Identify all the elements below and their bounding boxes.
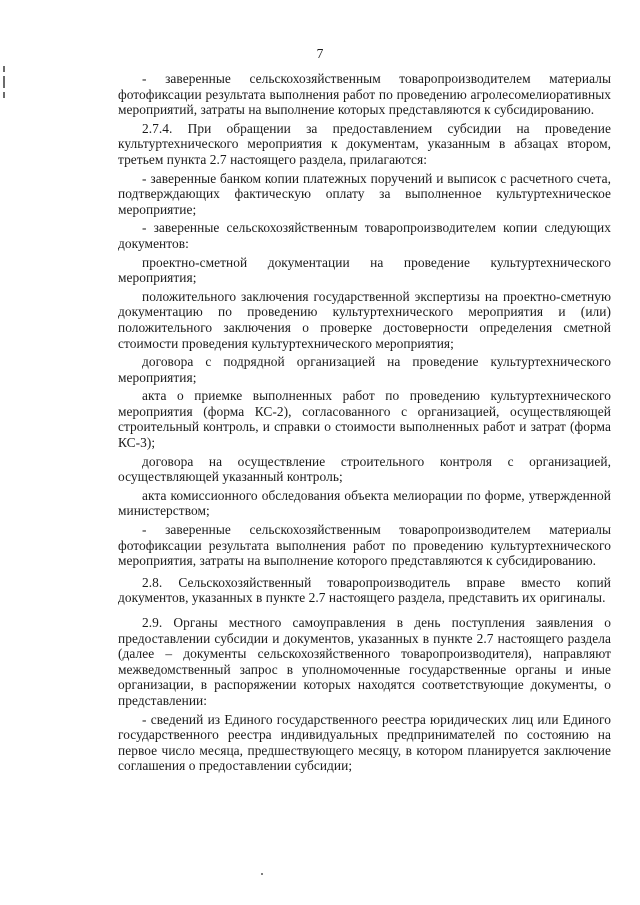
paragraph: договора на осуществление строительного контроля с организацией, осуществляющей указанный контроль; [118, 453, 611, 485]
paragraph: договора с подрядной организацией на проведение культуртехнического мероприятия; [118, 354, 611, 385]
paragraph: 2.9. Органы местного самоуправления в день поступления заявления о предоставлении субсидии и документов, указанных в пункте 2.7 настоящего раздела (далее – документы сельскохозяйственного товаропроизводителя), направляют межведомственный запрос в уполномоченные государственные органы и иные организации, в распоряжении которых находятся соответствующие документы, о представлении: [118, 615, 611, 708]
paragraph: 2.8. Сельскохозяйственный товаропроизводитель вправе вместо копий документов, указанных в пункте 2.7 настоящего раздела, представить их оригиналы. [118, 574, 611, 606]
scan-speck [261, 873, 263, 875]
paragraph: проектно-сметной документации на проведение культуртехнического мероприятия; [118, 254, 611, 286]
paragraph: - заверенные сельскохозяйственным товаропроизводителем копии следующих документов: [118, 220, 611, 251]
margin-mark [3, 76, 5, 88]
paragraph: - заверенные банком копии платежных поручений и выписок с расчетного счета, подтверждающих фактическую оплату за выполненное культуртехническое мероприятие; [118, 170, 611, 217]
margin-mark [3, 92, 5, 98]
paragraph: - сведений из Единого государственного реестра юридических лиц или Единого государственного реестра индивидуальных предпринимателей по состоянию на первое число месяца, предшествующего месяцу, в котором планируется заключение соглашения о предоставлении субсидии; [118, 711, 611, 774]
paragraph: акта комиссионного обследования объекта мелиорации по форме, утвержденной министерством; [118, 487, 611, 519]
paragraph: - заверенные сельскохозяйственным товаропроизводителем материалы фотофиксации результата выполнения работ по проведению культуртехнического мероприятия, затраты на выполнение которого представляются к субсидированию. [118, 522, 611, 569]
paragraph: 2.7.4. При обращении за предоставлением субсидии на проведение культуртехнического мероприятия к документам, указанным в абзацах втором, третьем пункта 2.7 настоящего раздела, прилагаются: [118, 120, 611, 167]
margin-mark [3, 66, 5, 72]
paragraph: положительного заключения государственной экспертизы на проектно-сметную документацию по проведению культуртехнического мероприятия и (или) положительного заключения о проверке достоверности определения сметной стоимости проведения культуртехнического мероприятия; [118, 288, 611, 351]
page-number: 7 [316, 46, 324, 61]
paragraph: - заверенные сельскохозяйственным товаропроизводителем материалы фотофиксации результата выполнения работ по проведению агролесомелиоративных мероприятий, затраты на выполнение которых представляются к субсидированию. [118, 71, 611, 118]
paragraph: акта о приемке выполненных работ по проведению культуртехнического мероприятия (форма КС-2), согласованного с организацией, осуществляющей строительный контроль, и справки о стоимости выполненных работ и затрат (форма КС-3); [118, 388, 611, 451]
document-body [118, 71, 611, 777]
